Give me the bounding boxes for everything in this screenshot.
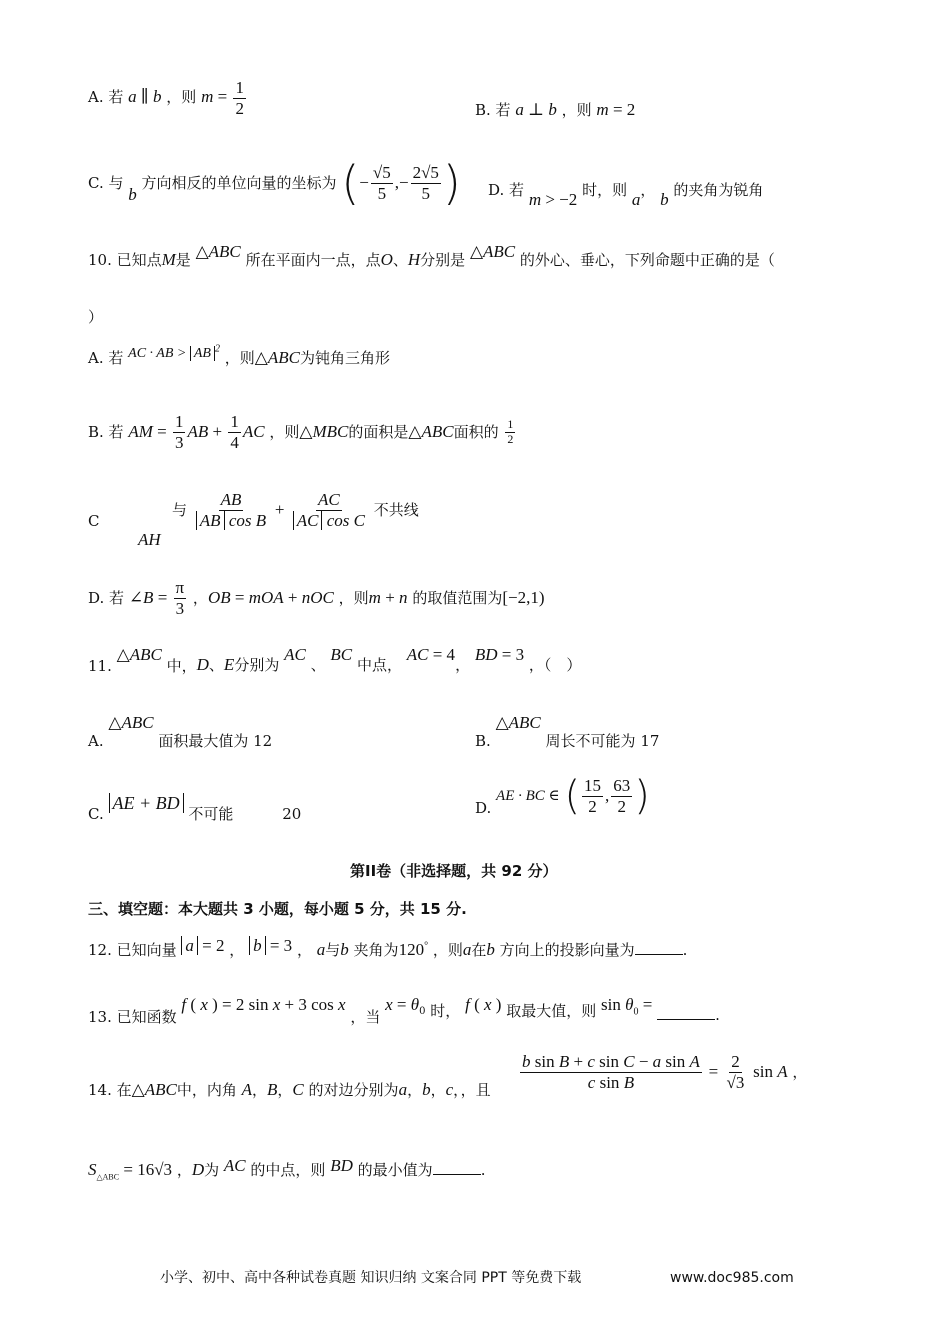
q9-d-mid: 时，则 [582,181,628,199]
q11-number: 11. [88,657,112,675]
q9-option-a: A. 若 a ∥ b ，则 m = $\frac{1}{2}$ [88,78,244,118]
answer-blank [433,1162,481,1175]
q10-option-c-label: C [88,512,100,530]
q9-option-c: C. 与 b 方向相反的单位向量的坐标为 (− $\frac{√5}{5}$ ,− $\frac{2√5}{5}$ ) [88,156,461,210]
part-3-heading: 三、填空题：本大题共 3 小题，每小题 5 分，共 15 分. [88,900,467,918]
footer-text: 小学、初中、高中各种试卷真题 知识归纳 文案合同 PPT 等免费下载 [160,1270,582,1286]
q10-option-c: 与 $\frac{AB}{\text{AB cos B}}$ + $\frac{AC}{\text{AC cos C}}$ 不共线 [172,490,419,530]
q10-stem: 10. 已知点M是 △ABC 所在平面内一点，点O、H分别是 △ABC 的外心、垂心，下列命题中正确的是（ [88,242,775,269]
q11-stem: 11. △ABC 中，D、E分别为 AC 、 BC 中点， AC = 4， BD = 3 ，（ ） [88,645,582,675]
q10-number: 10. 已知点 [88,251,162,269]
footer-link[interactable]: www.doc985.com [670,1270,794,1286]
q9-option-d: D. 若 m > −2 时，则 a， b 的夹角为锐角 [488,181,764,209]
q11-option-b: B. △ABC 周长不可能为 17 [475,713,660,750]
q9-d-prefix: D. 若 [488,181,525,199]
q11-option-a: A. △ABC 面积最大值为 12 [88,713,273,750]
q9-d-tail: 的夹角为锐角 [673,181,764,199]
q14-line2: $S_{\triangle ABC} = 16√3$ ，D为 AC 的中点，则 BD 的最小值为 . [88,1156,486,1182]
q10-paren-close: ） [88,308,104,326]
q9-a-mid: ，则 [166,88,197,107]
math-m: m [201,87,214,107]
q12: 12. 已知向量 a = 2 ， b = 3 ， a与b 夹角为120° ，则a在b 方向上的投影向量为 . [88,936,688,959]
q9-b-mid: ，则 [561,101,592,119]
q9-b-prefix: B. 若 [475,101,511,119]
q9-c-text: 方向相反的单位向量的坐标为 [141,174,337,192]
fraction-one-half: $\frac{1}{2}$ [235,78,244,118]
answer-blank [635,942,683,955]
answer-blank [657,1007,715,1020]
math-ah: AH [138,530,161,549]
q14-line1: 14. 在△ABC中，内角 A，B，C 的对边分别为a，b，c，，且 [88,1080,491,1099]
q10-option-a: A. 若 AC · AB > AB $^2$ ，则△ABC为钝角三角形 [88,343,390,367]
q9-c-prefix: C. 与 [88,174,124,192]
q10-option-b: B. 若 AM = $\frac{1}{3}$ AB + $\frac{1}{4}$ AC ，则△MBC的面积是△ABC面积的 $\frac{1}{2}$ [88,412,514,452]
q13: 13. 已知函数 f ( x ) = 2 sin x + 3 cos x ，当 $x = \theta_0$ 时， f ( x ) 取最大值，则 $\sin \theta_0$ = . [88,995,720,1026]
q14-equation: $\frac{\text{b sin B + c sin C − a sin A}}{\text{c sin B}}$ = $\frac{2}{√3}$ sin A ， [522,1052,808,1092]
q11-option-c: C. AE + BD 不可能 20 [88,793,302,823]
q11-option-d: D. AE · BC ∈ ( $\frac{15}{2}$ , $\frac{63}{2}$ ) [475,773,650,820]
section-2-title: 第II卷（非选择题，共 92 分） [350,862,558,880]
math-a-parallel-b: a ∥ b [128,87,162,107]
math-a-perp-b: a ⊥ b [515,100,557,119]
q10-option-d: D. 若 ∠B = $\frac{\pi}{3}$ ，OB = mOA + nOC ，则m + n 的取值范围为[−2,1) [88,578,545,618]
q9-a-prefix: A. 若 [88,88,124,107]
q9-option-b: B. 若 a ⊥ b ，则 m = 2 [475,100,636,119]
